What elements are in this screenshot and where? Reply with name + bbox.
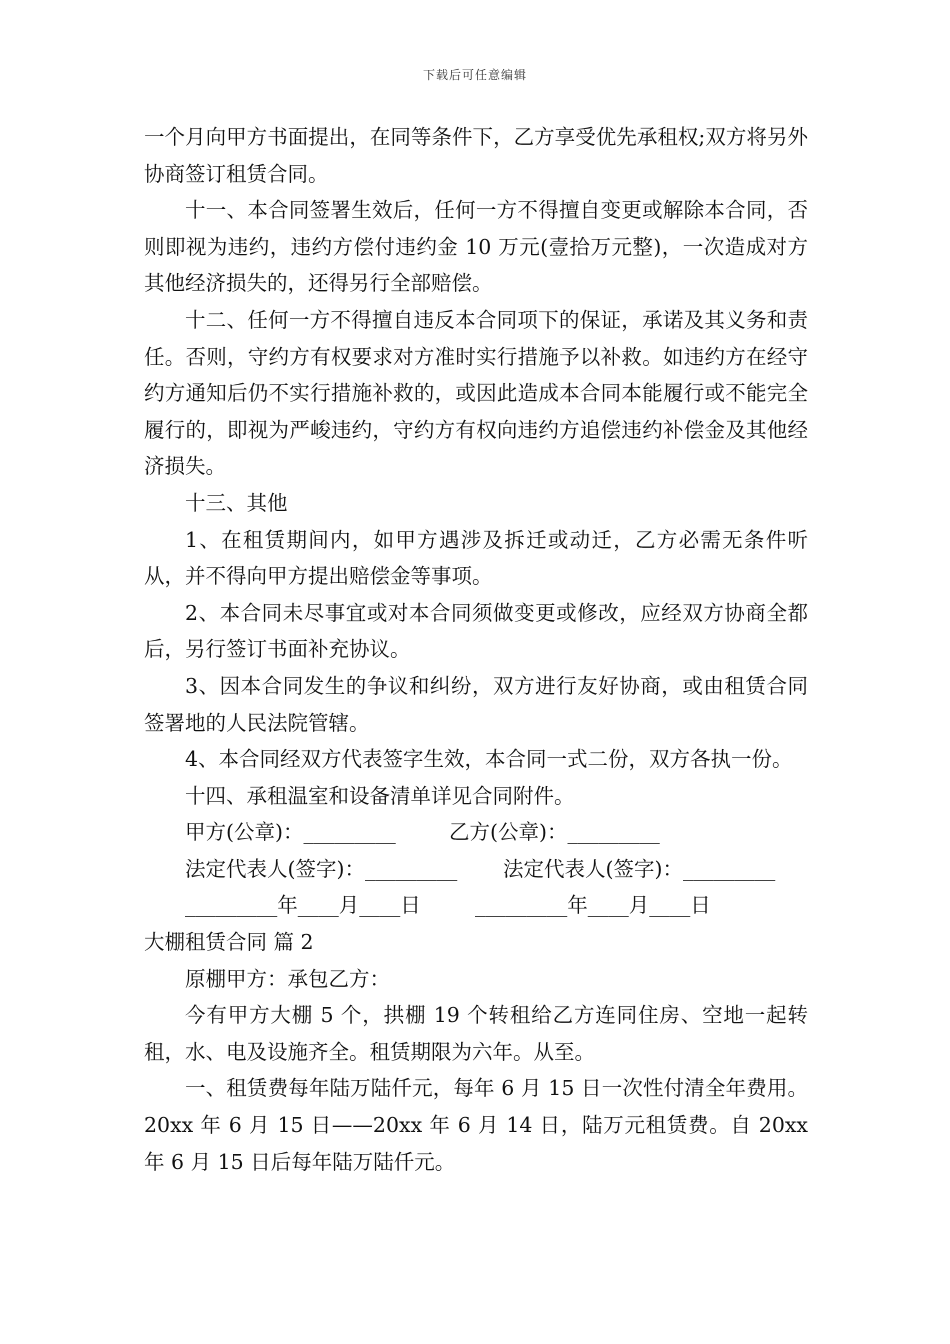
section-2-title: 大棚租赁合同 篇 2 [144, 930, 314, 955]
section-2-intro: 今有甲方大棚 5 个，拱棚 19 个转租给乙方连同住房、空地一起转租，水、电及设施齐全。租赁期限为六年。从至。 [144, 1003, 808, 1064]
party-a-date-field: _________年____月____日 [185, 893, 421, 918]
section-2-clause-one: 一、租赁费每年陆万陆仟元，每年 6 月 15 日一次性付清全年费用。 20xx 年 6 月 15 日——20xx 年 6 月 14 日，陆万元租赁费。自 20xx 年 6 月 15 日后每年陆万陆仟元。 [144, 1076, 808, 1174]
party-b-seal-field: 乙方(公章)：_________ [449, 820, 660, 845]
signature-row-seal [144, 814, 808, 851]
party-b-date-field: _________年____月____日 [475, 893, 711, 918]
clause-eleven: 十一、本合同签署生效后，任何一方不得擅自变更或解除本合同，否则即视为违约，违约方偿付违约金 10 万元(壹拾万元整)，一次造成对方其他经济损失的，还得另行全部赔偿。 [144, 198, 808, 296]
clause-thirteen-item-3: 3、因本合同发生的争议和纠纷，双方进行友好协商，或由租赁合同签署地的人民法院管辖。 [144, 673, 808, 735]
clause-thirteen-item-1: 1、在租赁期间内，如甲方遇涉及拆迁或动迁，乙方必需无条件听从，并不得向甲方提出赔偿金等事项。 [144, 527, 808, 589]
clause-thirteen-item-4: 4、本合同经双方代表签字生效，本合同一式二份，双方各执一份。 [185, 747, 793, 772]
signature-row-representative [144, 851, 808, 888]
party-b-rep-field: 法定代表人(签字)：_________ [503, 856, 776, 881]
document-body [144, 119, 808, 1180]
page-header-note: 下载后可任意编辑 [422, 68, 527, 82]
signature-row-date [144, 887, 808, 924]
clause-thirteen-item-2: 2、本合同未尽事宜或对本合同须做变更或修改，应经双方协商全都后，另行签订书面补充协议。 [144, 600, 808, 662]
party-a-seal-field: 甲方(公章)：_________ [185, 820, 396, 845]
section-2-parties: 原棚甲方：承包乙方： [185, 966, 390, 991]
clause-twelve: 十二、任何一方不得擅自违反本合同项下的保证，承诺及其义务和责任。否则，守约方有权要求对方准时实行措施予以补救。如违约方在经守约方通知后仍不实行措施补救的，或因此造成本合同本能履行或不能完全履行的，即视为严峻违约，守约方有权向违约方追偿违约补偿金及其他经济损失。 [144, 307, 808, 479]
paragraph-continuation: 一个月向甲方书面提出，在同等条件下，乙方享受优先承租权;双方将另外协商签订租赁合同。 [144, 125, 808, 186]
party-a-rep-field: 法定代表人(签字)：_________ [185, 856, 458, 881]
clause-fourteen: 十四、承租温室和设备清单详见合同附件。 [185, 783, 575, 808]
clause-thirteen-heading: 十三、其他 [185, 490, 288, 515]
